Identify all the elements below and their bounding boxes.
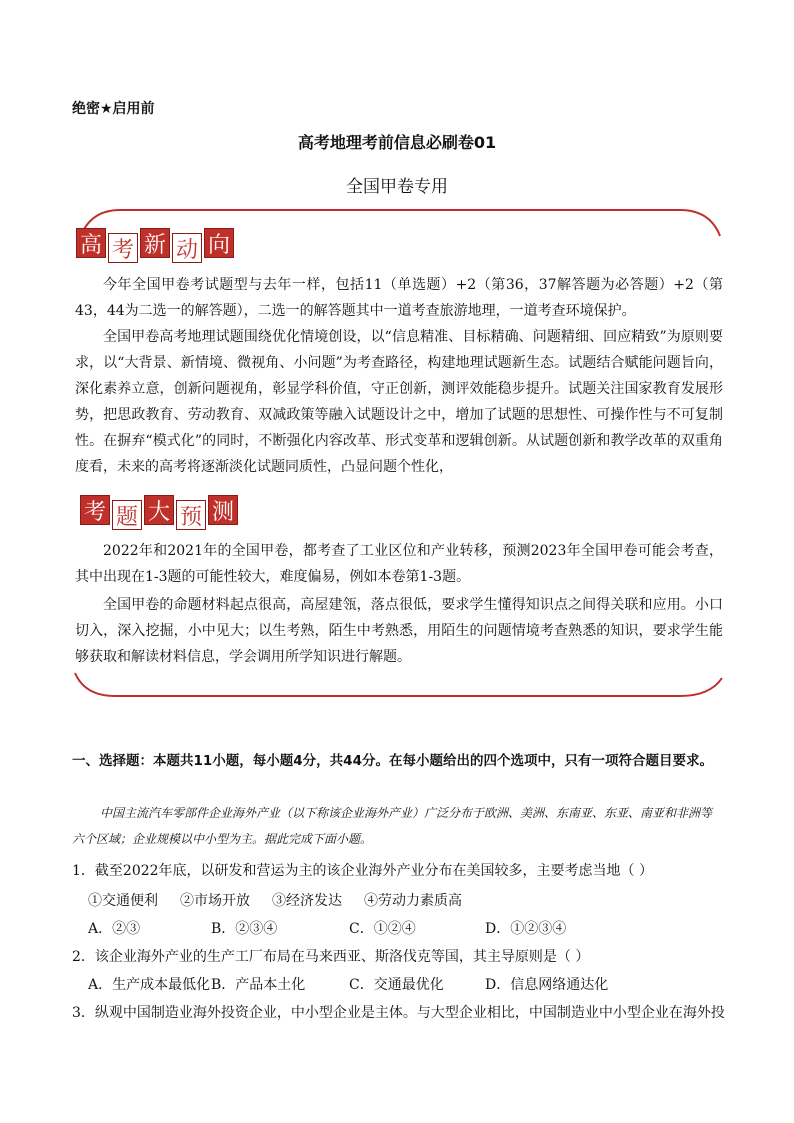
banner-char: 大 [144, 495, 174, 525]
factor-item: ①交通便利 [88, 893, 158, 909]
trend-paragraph-2: 全国甲卷高考地理试题围绕优化情境创设，以“信息精准、目标精确、问题精细、回应精致”为原则要求，以“大背景、新情境、微视角、小问题”为考查路径，构建地理试题新生态。试题结合赋能问题旨向，深化素养立意，创新问题视角，彰显学科价值，守正创新，测评效能稳步提升。试题关注国家教育发展形势，把思政教育、劳动教育、双减政策等融入试题设计之中，增加了试题的思想性、可操作性与不可复制性。在摒弃“模式化”的同时，不断强化内容改革、形式变革和逻辑创新。从试题创新和教学改革的双重角度看，未来的高考将逐渐淡化试题同质性，凸显问题个性化， [75, 329, 723, 475]
option-a[interactable]: A．生产成本最低化 [88, 977, 211, 993]
option-d[interactable]: D．信息网络通达化 [485, 977, 609, 993]
page-title: 高考地理考前信息必刷卷01 [297, 133, 497, 152]
banner-prediction [80, 497, 238, 530]
question-material: 中国主流汽车零部件企业海外产业（以下称该企业海外产业）广泛分布于欧洲、美洲、东南亚、东亚、南亚和非洲等六个区域；企业规模以中小型为主。据此完成下面小题。 [72, 806, 713, 846]
secret-label: 绝密★启用前 [72, 101, 155, 117]
banner-char: 考 [80, 495, 110, 525]
question-2-stem: 2．该企业海外产业的生产工厂布局在马来西亚、斯洛伐克等国，其主导原则是（ ） [72, 949, 590, 965]
option-d[interactable]: D．①②③④ [485, 921, 567, 937]
banner-char: 动 [172, 233, 202, 263]
factor-item: ②市场开放 [180, 893, 250, 909]
banner-char: 测 [208, 495, 238, 525]
question-1-options [88, 918, 566, 938]
option-a[interactable]: A．②③ [88, 921, 141, 937]
banner-char: 题 [112, 500, 142, 530]
option-b[interactable]: B．产品本土化 [211, 977, 306, 993]
banner-gaokao-trends [76, 230, 234, 263]
banner-char: 新 [140, 228, 170, 258]
option-c[interactable]: C．①②④ [349, 921, 416, 937]
factor-item: ③经济发达 [272, 893, 342, 909]
question-1-stem: 1．截至2022年底，以研发和营运为主的该企业海外产业分布在美国较多，主要考虑当地（ ） [72, 863, 653, 879]
prediction-paragraph-1: 2022年和2021年的全国甲卷，都考查了工业区位和产业转移，预测2023年全国甲卷可能会考查，其中出现在1-3题的可能性较大，难度偏易，例如本卷第1-3题。 [75, 543, 723, 585]
question-1-factors [88, 890, 462, 910]
factor-item: ④劳动力素质高 [364, 893, 462, 909]
page-subtitle: 全国甲卷专用 [346, 177, 448, 197]
section-heading: 一、选择题：本题共11小题，每小题4分，共44分。在每小题给出的四个选项中，只有一项符合题目要求。 [72, 753, 713, 769]
option-b[interactable]: B．②③④ [211, 921, 278, 937]
prediction-paragraph-2: 全国甲卷的命题材料起点很高，高屋建瓴，落点很低，要求学生懂得知识点之间得关联和应用。小口切入，深入挖掘，小中见大；以生考熟，陌生中考熟悉，用陌生的问题情境考查熟悉的知识，要求学生能够获取和解读材料信息，学会调用所学知识进行解题。 [75, 597, 723, 665]
banner-char: 考 [108, 233, 138, 263]
banner-char: 预 [176, 500, 206, 530]
option-c[interactable]: C．交通最优化 [349, 977, 444, 993]
trend-paragraph-1: 今年全国甲卷考试题型与去年一样，包括11（单选题）+2（第36，37解答题为必答题）+2（第43，44为二选一的解答题），二选一的解答题其中一道考查旅游地理，一道考查环境保护。 [75, 277, 723, 319]
question-2-options [88, 974, 608, 994]
question-3-stem: 3．纵观中国制造业海外投资企业，中小型企业是主体。与大型企业相比，中国制造业中小型企业在海外投 [72, 1005, 725, 1021]
banner-char: 向 [204, 228, 234, 258]
banner-char: 高 [76, 228, 106, 258]
